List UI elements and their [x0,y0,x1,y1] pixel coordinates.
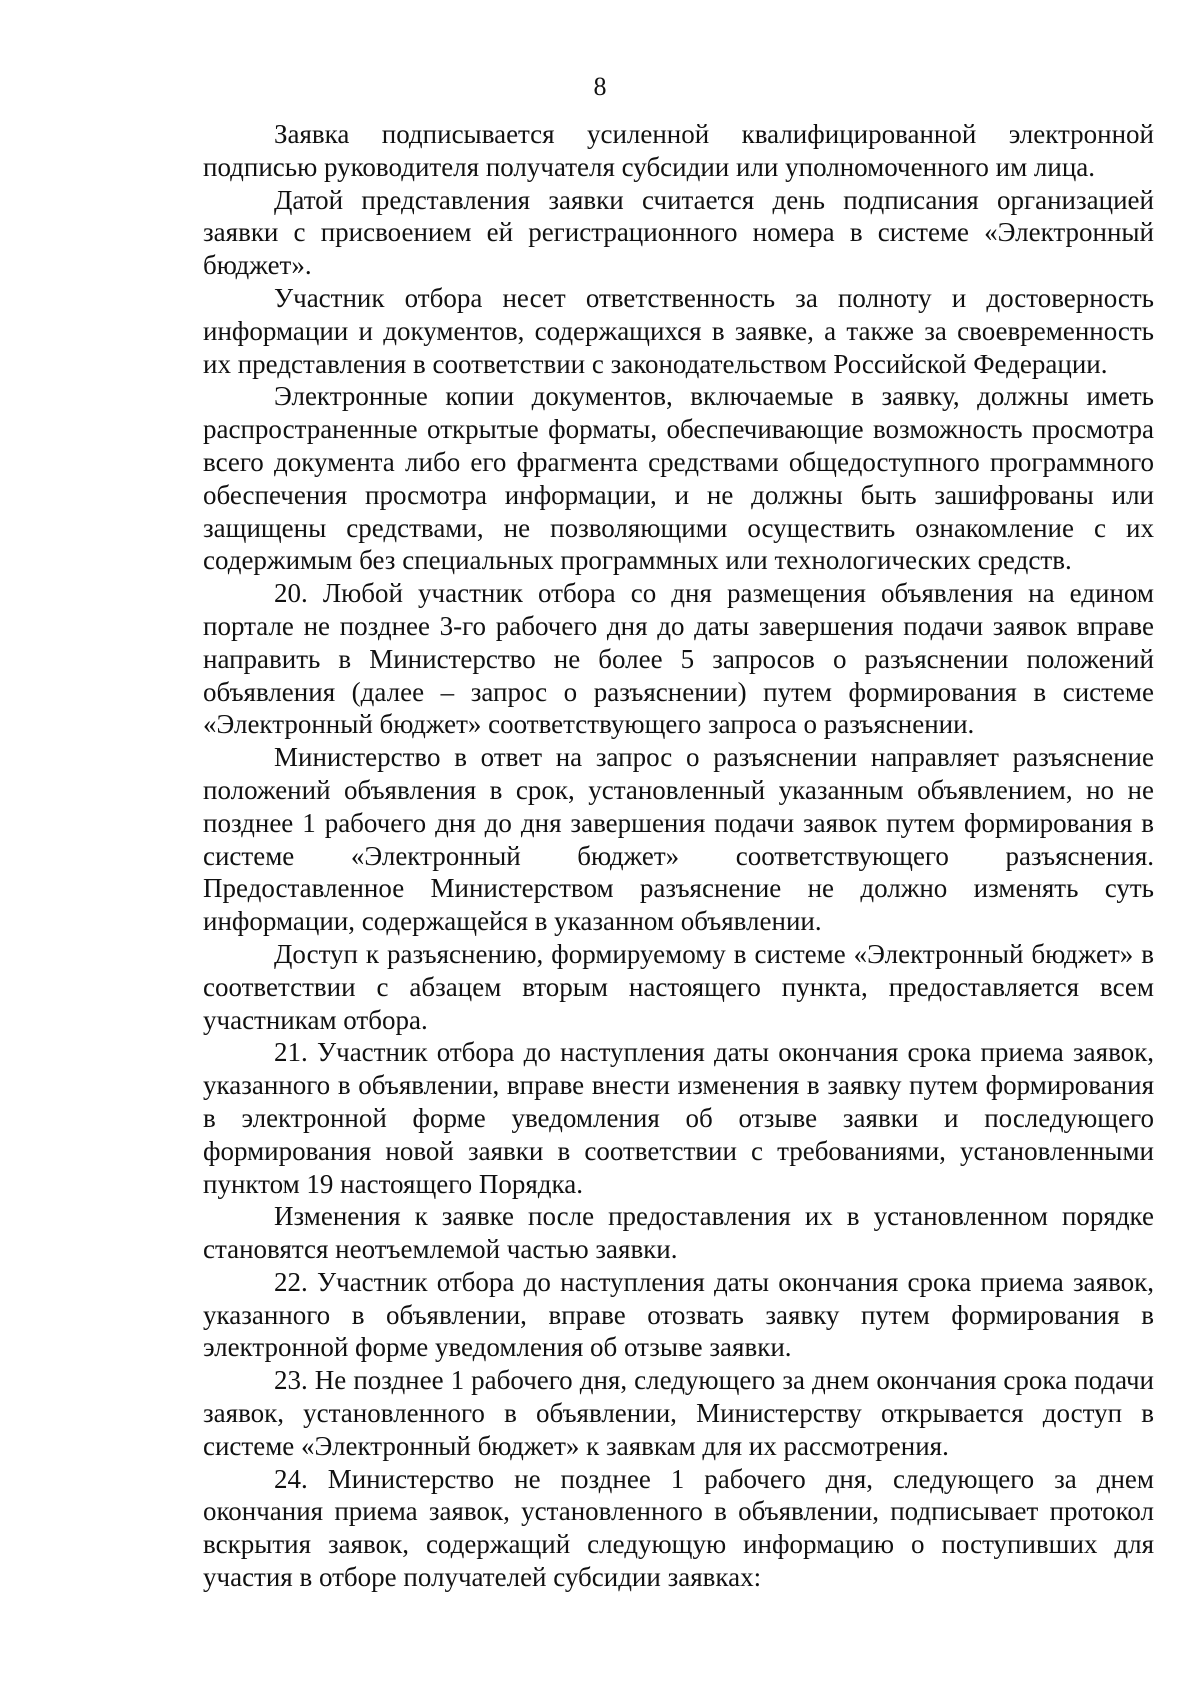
page-number: 8 [593,72,607,101]
paragraph: Датой представления заявки считается день подписания организацией заявки с присвоением ей регистрационного номера в системе «Электронный бюджет». [203,184,1154,281]
paragraph: Заявка подписывается усиленной квалифицированной электронной подписью руководителя получателя субсидии или уполномоченного им лица. [203,119,1154,182]
paragraph: Электронные копии документов, включаемые в заявку, должны иметь распространенные открытые форматы, обеспечивающие возможность просмотра всего документа либо его фрагмента средствами общедоступного программного обеспечения просмотра информации, и не должны быть зашифрованы или защищены средствами, не позволяющими осуществить ознакомление с их содержимым без специальных программных или технологических средств. [203,381,1154,576]
paragraph: 21. Участник отбора до наступления даты окончания срока приема заявок, указанного в объявлении, вправе внести изменения в заявку путем формирования в электронной форме уведомления об отзыве заявки и последующего формирования новой заявки в соответствии с требованиями, установленными пунктом 19 настоящего Порядка. [203,1037,1154,1199]
paragraph: 23. Не позднее 1 рабочего дня, следующего за днем окончания срока подачи заявок, установленного в объявлении, Министерству открывается доступ в системе «Электронный бюджет» к заявкам для их рассмотрения. [203,1365,1154,1461]
document-body [203,118,1154,1594]
paragraph: Изменения к заявке после предоставления их в установленном порядке становятся неотъемлемой частью заявки. [203,1201,1154,1265]
paragraph: Участник отбора несет ответственность за полноту и достоверность информации и документов, содержащихся в заявке, а также за своевременность их представления в соответствии с законодательством Российской Федерации. [203,282,1154,379]
paragraph: 24. Министерство не позднее 1 рабочего дня, следующего за днем окончания приема заявок, установленного в объявлении, подписывает протокол вскрытия заявок, содержащий следующую информацию о поступивших для участия в отборе получателей субсидии заявках: [203,1463,1154,1593]
paragraph: Министерство в ответ на запрос о разъяснении направляет разъяснение положений объявления в срок, установленный указанным объявлением, но не позднее 1 рабочего дня до дня завершения подачи заявок путем формирования в системе «Электронный бюджет» соответствующего разъяснения. Предоставленное Министерством разъяснение не должно изменять суть информации, содержащейся в указанном объявлении. [203,742,1154,937]
paragraph: 20. Любой участник отбора со дня размещения объявления на едином портале не позднее 3-го рабочего дня до даты завершения подачи заявок вправе направить в Министерство не более 5 запросов о разъяснении положений объявления (далее – запрос о разъяснении) путем формирования в системе «Электронный бюджет» соответствующего запроса о разъяснении. [203,578,1154,740]
paragraph: 22. Участник отбора до наступления даты окончания срока приема заявок, указанного в объявлении, вправе отозвать заявку путем формирования в электронной форме уведомления об отзыве заявки. [203,1266,1154,1363]
paragraph: Доступ к разъяснению, формируемому в системе «Электронный бюджет» в соответствии с абзацем вторым настоящего пункта, предоставляется всем участникам отбора. [203,938,1154,1035]
